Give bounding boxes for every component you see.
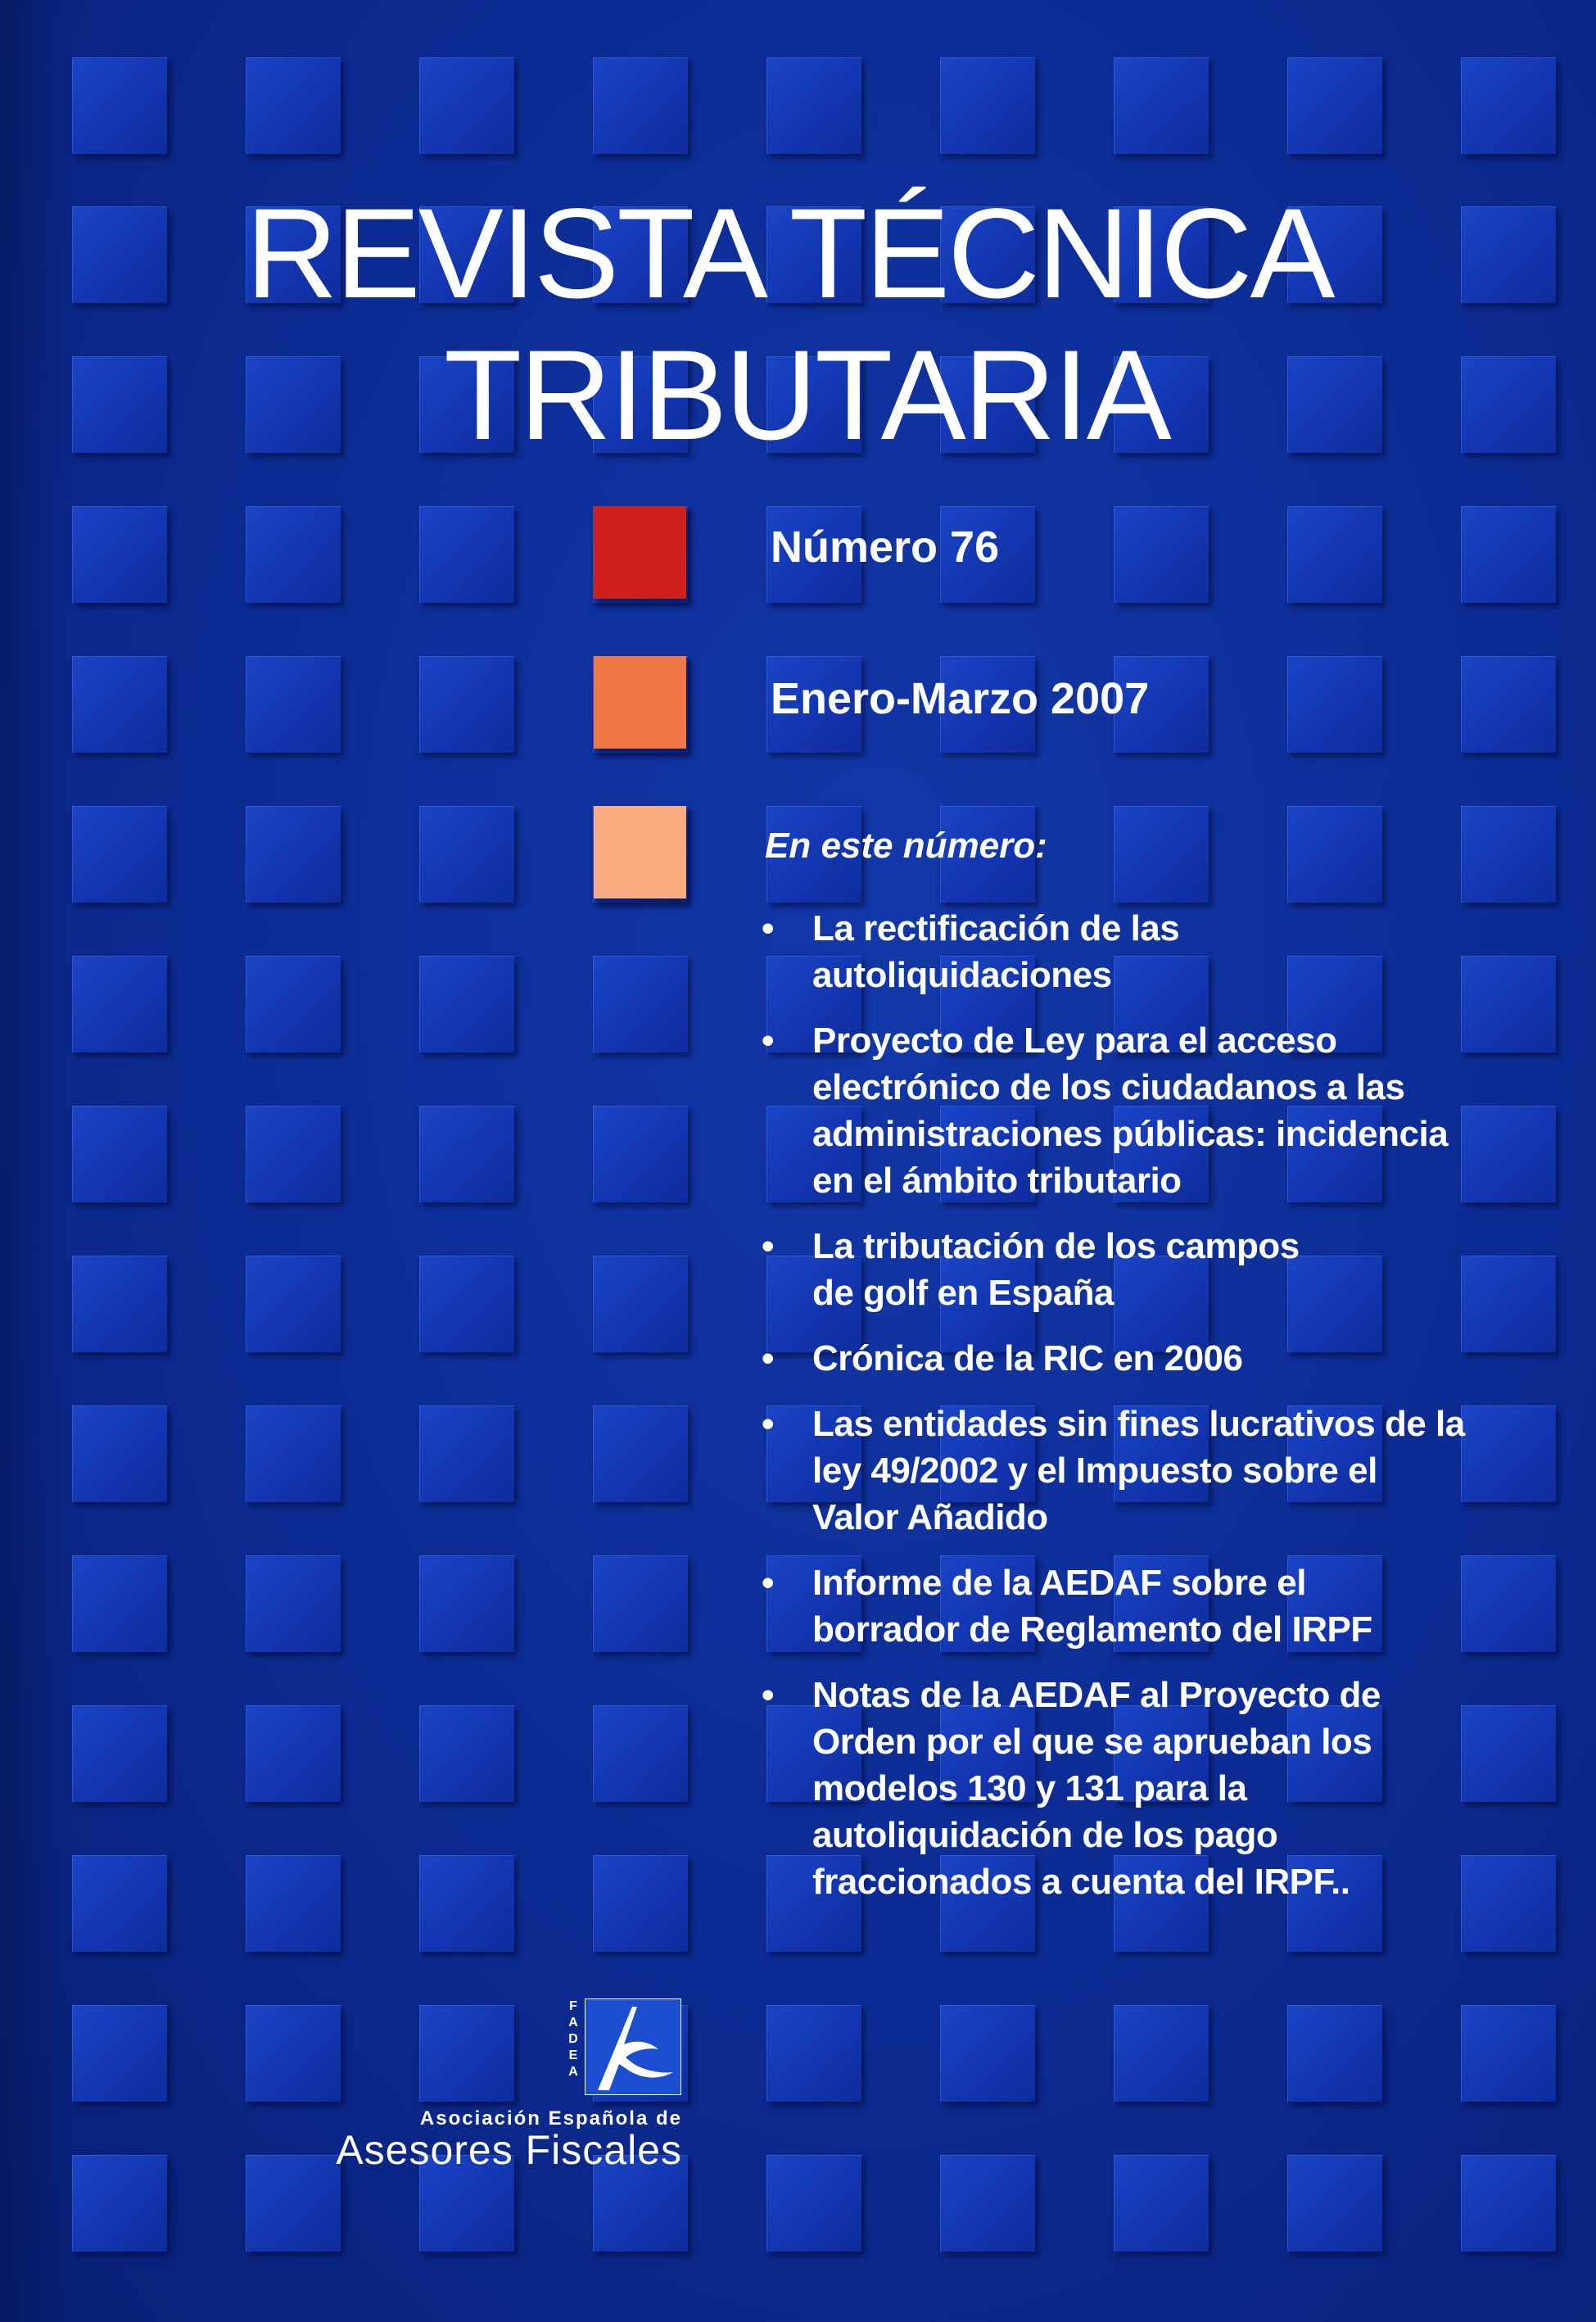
background-tile [246, 57, 341, 154]
peach-square-swatch [594, 806, 686, 898]
background-tile [72, 57, 167, 154]
background-tile [1287, 57, 1382, 154]
background-tile [72, 956, 167, 1052]
background-tile [419, 956, 514, 1052]
background-tile [419, 1106, 514, 1202]
background-tile [72, 1106, 167, 1202]
magazine-title-line-2: TRIBUTARIA [444, 324, 1169, 467]
background-tile [419, 57, 514, 154]
background-tile [766, 57, 861, 154]
background-tile [1287, 356, 1382, 453]
background-tile [593, 1405, 688, 1502]
magazine-title-line-1: REVISTA TÉCNICA [246, 183, 1333, 325]
contents-item-text: Crónica de la RIC en 2006 [812, 1338, 1243, 1378]
bullet-icon: • [762, 1226, 774, 1266]
background-tile [1114, 806, 1209, 903]
red-square-swatch [594, 506, 686, 599]
issue-date: Enero-Marzo 2007 [771, 674, 1150, 723]
background-tile [246, 1405, 341, 1502]
background-tile [940, 2005, 1035, 2102]
aedaf-vertical-letter: A [568, 2065, 578, 2079]
background-tile [246, 956, 341, 1052]
background-tile [72, 1256, 167, 1352]
aedaf-vertical-letter: A [568, 2016, 578, 2030]
background-tile [1461, 206, 1556, 303]
background-tile [1287, 806, 1382, 903]
aedaf-logo-icon [585, 1998, 681, 2095]
background-tile [1461, 506, 1556, 603]
background-tile [1461, 656, 1556, 753]
background-tile [1287, 506, 1382, 603]
background-tile [419, 656, 514, 753]
background-tile [246, 1705, 341, 1802]
background-tile [72, 206, 167, 303]
background-tile [593, 1705, 688, 1802]
background-tile [1114, 506, 1209, 603]
issue-number: Número 76 [771, 523, 1000, 572]
background-tile [419, 1555, 514, 1652]
background-tile [246, 1555, 341, 1652]
background-tile [419, 2005, 514, 2102]
background-tile [766, 2005, 861, 2102]
bullet-icon: • [762, 908, 774, 948]
publisher-line-2: Asesores Fiscales [336, 2127, 682, 2173]
background-tile [766, 2155, 861, 2252]
background-tile [1461, 2005, 1556, 2102]
background-tile [72, 2155, 167, 2252]
background-tile [72, 1555, 167, 1652]
contents-item-text: Informe de la AEDAF sobre el borrador de Reglamento del IRPF [812, 1563, 1372, 1650]
aedaf-vertical-letter: F [569, 1999, 577, 2013]
background-tile [1287, 2005, 1382, 2102]
background-tile [246, 356, 341, 453]
publisher-line-1: Asociación Española de [419, 2107, 682, 2130]
background-tile [1461, 356, 1556, 453]
aedaf-vertical-wordmark [565, 1998, 581, 2095]
bullet-icon: • [762, 1404, 774, 1444]
contents-item [753, 1017, 1580, 1204]
contents-item [753, 1672, 1580, 1905]
background-tile [419, 506, 514, 603]
background-tile [1287, 656, 1382, 753]
background-tile [246, 806, 341, 903]
background-tile [72, 1405, 167, 1502]
bullet-icon: • [762, 1021, 774, 1061]
background-tile [593, 956, 688, 1052]
background-tile [1114, 57, 1209, 154]
contents-item-text: Las entidades sin fines lucrativos de la ley 49/2002 y el Impuesto sobre el Valor Añadido [812, 1404, 1465, 1537]
bullet-icon: • [762, 1338, 774, 1378]
background-tile [1114, 2155, 1209, 2252]
background-tile [419, 1256, 514, 1352]
contents-item [753, 1559, 1580, 1653]
background-tile [72, 806, 167, 903]
contents-item-text: Notas de la AEDAF al Proyecto de Orden por el que se aprueban los modelos 130 y 131 para la autoliquidación de los pago fraccionados a cuenta del IRPF.. [812, 1675, 1381, 1902]
background-tile [246, 656, 341, 753]
aedaf-vertical-letter: D [568, 2032, 578, 2046]
background-tile [1461, 2155, 1556, 2252]
background-tile [1287, 2155, 1382, 2252]
aedaf-vertical-letter: E [568, 2048, 578, 2062]
cover-left-edge-shade [0, 0, 74, 2322]
background-tile [72, 2005, 167, 2102]
background-tile [593, 1855, 688, 1952]
background-tile [419, 1705, 514, 1802]
background-tile [593, 1555, 688, 1652]
bullet-icon: • [762, 1675, 774, 1715]
background-tile [246, 1256, 341, 1352]
background-tile [72, 656, 167, 753]
background-tile [246, 2005, 341, 2102]
contents-item-text: La rectificación de las autoliquidaciones [812, 908, 1180, 995]
orange-square-swatch [594, 656, 686, 749]
contents-item [753, 1335, 1580, 1382]
background-tile [246, 1106, 341, 1202]
background-tile [419, 1405, 514, 1502]
background-tile [940, 57, 1035, 154]
background-tile [419, 806, 514, 903]
background-tile [246, 506, 341, 603]
contents-heading: En este número: [765, 826, 1047, 866]
background-tile [593, 1106, 688, 1202]
background-tile [1461, 57, 1556, 154]
background-tile [72, 356, 167, 453]
bullet-icon: • [762, 1563, 774, 1603]
background-tile [1114, 2005, 1209, 2102]
background-tile [419, 1855, 514, 1952]
background-tile [593, 57, 688, 154]
contents-item-text: Proyecto de Ley para el acceso electrónico de los ciudadanos a las administraciones públicas: incidencia en el ámbito tributario [812, 1021, 1449, 1201]
background-tile [72, 1705, 167, 1802]
background-tile [593, 1256, 688, 1352]
background-tile [72, 1855, 167, 1952]
contents-item-text: La tributación de los campos de golf en España [812, 1226, 1300, 1313]
contents-list [753, 905, 1580, 1924]
background-tile [940, 2155, 1035, 2252]
contents-item [753, 1223, 1580, 1316]
background-tile [72, 506, 167, 603]
contents-item [753, 1401, 1580, 1541]
background-tile [246, 1855, 341, 1952]
contents-item [753, 905, 1580, 998]
background-tile [1461, 806, 1556, 903]
